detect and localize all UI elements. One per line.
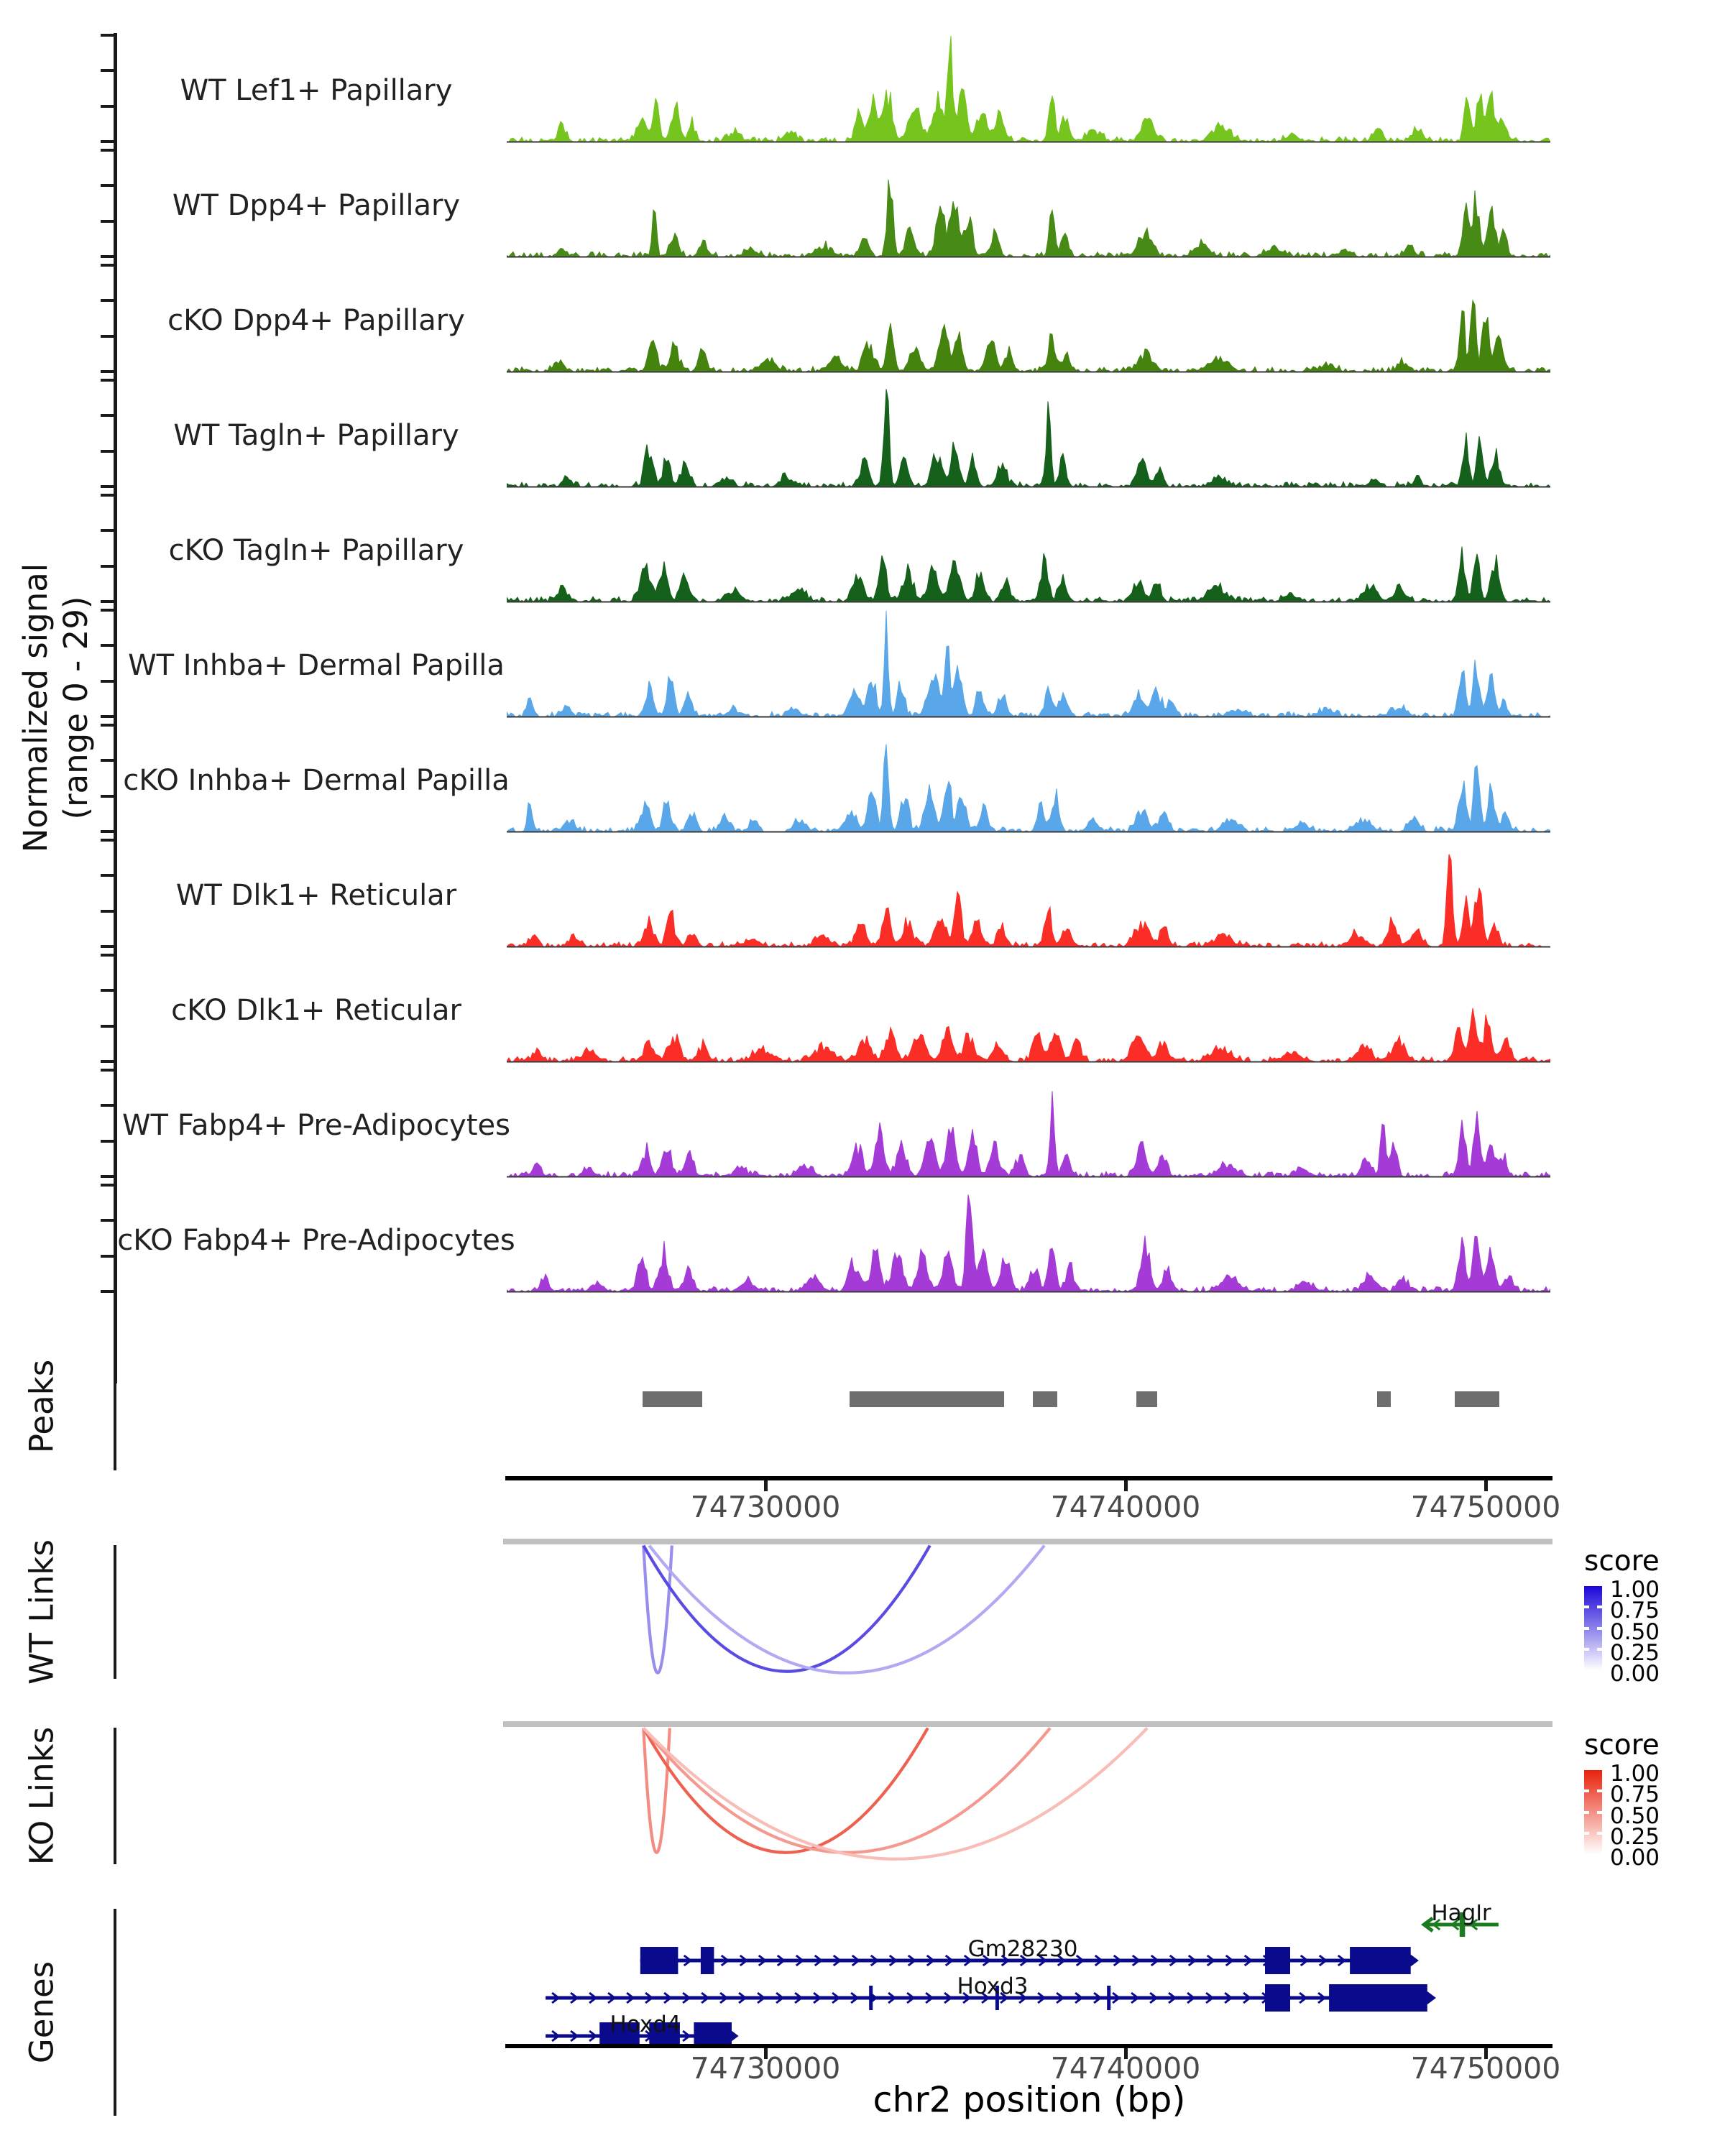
legend-tick-notch (1584, 1789, 1589, 1792)
gene-label: Hoxd4 (610, 2012, 681, 2037)
legend-tick-label: 0.00 (1610, 1845, 1660, 1871)
legend-tick-label: 0.75 (1610, 1598, 1660, 1623)
gene-exon (869, 1986, 873, 2010)
wt-score-legend (1584, 1545, 1721, 1687)
track-label: cKO Inhba+ Dermal Papilla (123, 764, 510, 797)
legend-tick-label: 1.00 (1610, 1761, 1660, 1787)
x-axis-title: chr2 position (bp) (873, 2079, 1186, 2121)
coverage-track-signal (507, 1069, 1550, 1178)
peak-interval (1136, 1391, 1157, 1407)
y-axis-tick (101, 450, 116, 453)
y-axis-tick (101, 1175, 116, 1178)
gene-label: Gm28230 (967, 1936, 1078, 1962)
track-label: cKO Tagln+ Papillary (168, 534, 464, 567)
wt-score-gradient-bar (1584, 1586, 1602, 1670)
y-axis-tick (101, 370, 116, 373)
coverage-track-signal (507, 149, 1550, 258)
ko-score-legend (1584, 1729, 1721, 1871)
x-axis-tick-label: 74740000 (1050, 1490, 1201, 1524)
legend-tick-notch (1584, 1811, 1589, 1814)
peaks-axis-line (114, 1342, 116, 1470)
peak-interval (643, 1391, 702, 1407)
genes-axis-line (114, 1909, 116, 2116)
coverage-track-signal (507, 839, 1550, 948)
gene-exon (701, 1947, 714, 1974)
y-axis-tick (101, 680, 116, 683)
y-axis-tick (101, 140, 116, 143)
track-label: cKO Fabp4+ Pre-Adipocytes (117, 1224, 515, 1257)
coverage-y-axis-line (114, 33, 117, 1383)
link-arc (649, 1546, 1044, 1673)
legend-tick-label: 1.00 (1610, 1577, 1660, 1603)
link-arc (643, 1728, 1147, 1859)
y-axis-tick (101, 485, 116, 488)
ko-links-arcs (507, 1727, 1550, 1871)
y-axis-tick (101, 1290, 116, 1293)
legend-tick-notch (1584, 1606, 1589, 1608)
legend-tick-notch (1584, 1832, 1589, 1835)
y-axis-tick (101, 1025, 116, 1028)
legend-tick-notch (1584, 1648, 1589, 1651)
x-axis-tick-label: 74750000 (1410, 2051, 1561, 2086)
link-arc (643, 1728, 1050, 1853)
legend-tick-notch (1597, 1811, 1602, 1814)
y-axis-tick (101, 795, 116, 798)
gene-models (507, 1904, 1550, 2048)
y-axis-tick (101, 1255, 116, 1258)
coverage-track-signal (507, 494, 1550, 603)
y-axis-tick (101, 600, 116, 603)
y-axis-tick (101, 989, 116, 992)
peak-interval (1455, 1391, 1499, 1407)
coverage-track-signal (507, 724, 1550, 833)
legend-tick-notch (1597, 1789, 1602, 1792)
gene-exon (1329, 1984, 1427, 2012)
ko-links-section-label: KO Links (22, 1726, 61, 1866)
y-axis-tick (101, 299, 116, 302)
y-axis-tick (101, 874, 116, 877)
track-label: WT Fabp4+ Pre-Adipocytes (122, 1109, 510, 1142)
y-axis-tick (101, 529, 116, 532)
wt-links-arcs (507, 1544, 1550, 1685)
peak-interval (1377, 1391, 1391, 1407)
legend-tick-label: 0.25 (1610, 1640, 1660, 1666)
y-axis-tick (101, 255, 116, 258)
track-label: WT Tagln+ Papillary (173, 419, 459, 452)
peak-interval (1033, 1391, 1057, 1407)
ko-score-legend-title: score (1584, 1729, 1660, 1761)
x-axis-tick-label: 74740000 (1050, 2051, 1201, 2086)
y-axis-tick (101, 759, 116, 762)
link-arc (643, 1546, 672, 1673)
y-axis-tick (101, 1184, 116, 1187)
peaks-section-label: Peaks (22, 1359, 61, 1454)
legend-tick-label: 0.75 (1610, 1782, 1660, 1807)
legend-tick-notch (1584, 1627, 1589, 1630)
wt-links-section-label: WT Links (22, 1539, 61, 1685)
y-axis-tick (101, 910, 116, 913)
y-axis-label-line1: Normalized signal (16, 563, 55, 853)
y-axis-tick (101, 724, 116, 727)
gene-exon (1350, 1947, 1411, 1974)
legend-tick-notch (1597, 1606, 1602, 1608)
wt-score-legend-title: score (1584, 1545, 1660, 1577)
y-axis-label (16, 563, 97, 853)
y-axis-tick (101, 335, 116, 338)
y-axis-tick (101, 954, 116, 957)
track-label: WT Dpp4+ Papillary (172, 189, 461, 222)
track-label: cKO Dlk1+ Reticular (171, 994, 461, 1027)
link-arc (643, 1728, 670, 1853)
y-axis-tick (101, 494, 116, 497)
y-axis-tick (101, 379, 116, 382)
gene-exon (1265, 1947, 1290, 1974)
genes-section-label: Genes (22, 1961, 61, 2064)
y-axis-tick (101, 414, 116, 417)
coverage-track-signal (507, 34, 1550, 143)
upper-x-axis-line (505, 1476, 1552, 1480)
y-axis-tick (101, 565, 116, 568)
track-label: WT Inhba+ Dermal Papilla (128, 649, 505, 682)
y-axis-tick (101, 1140, 116, 1143)
legend-tick-label: 0.50 (1610, 1803, 1660, 1829)
ko-links-baseline (503, 1721, 1552, 1727)
y-axis-tick (101, 264, 116, 267)
coverage-track-signal (507, 1184, 1550, 1293)
y-axis-tick (101, 1104, 116, 1107)
gene-label: Hoxd3 (957, 1973, 1029, 1999)
y-axis-tick (101, 220, 116, 223)
y-axis-tick (101, 609, 116, 612)
y-axis-tick (101, 830, 116, 833)
y-axis-tick (101, 105, 116, 108)
peak-interval (850, 1391, 1004, 1407)
gene-exon (1107, 1986, 1110, 2010)
coverage-track-signal (507, 264, 1550, 373)
y-axis-tick (101, 715, 116, 718)
link-arc (643, 1546, 930, 1672)
y-axis-tick (101, 644, 116, 647)
y-axis-tick (101, 69, 116, 72)
legend-tick-label: 0.50 (1610, 1619, 1660, 1645)
ko-score-gradient-bar (1584, 1770, 1602, 1854)
track-label: WT Lef1+ Papillary (180, 74, 453, 107)
wt-links-axis-line (114, 1545, 116, 1679)
gene-exon (640, 1947, 678, 1974)
ko-links-axis-line (114, 1728, 116, 1864)
x-axis-tick-label: 74730000 (690, 2051, 841, 2086)
coverage-track-signal (507, 609, 1550, 718)
gene-exon (1265, 1984, 1290, 2012)
y-axis-tick (101, 945, 116, 948)
x-axis-tick-label: 74750000 (1410, 1490, 1561, 1524)
y-axis-tick (101, 1060, 116, 1063)
coverage-track-signal (507, 379, 1550, 488)
y-axis-label-line2: (range 0 - 29) (57, 596, 95, 820)
y-axis-tick (101, 1219, 116, 1222)
legend-tick-notch (1597, 1648, 1602, 1651)
track-label: cKO Dpp4+ Papillary (167, 304, 465, 337)
y-axis-tick (101, 1069, 116, 1072)
legend-tick-notch (1597, 1627, 1602, 1630)
wt-links-baseline (503, 1539, 1552, 1544)
bottom-x-axis-line (505, 2044, 1552, 2048)
legend-tick-notch (1597, 1832, 1602, 1835)
gene-label: Haglr (1431, 1904, 1491, 1926)
legend-tick-label: 0.00 (1610, 1661, 1660, 1687)
y-axis-tick (101, 184, 116, 187)
x-axis-tick-label: 74730000 (690, 1490, 841, 1524)
y-axis-tick (101, 149, 116, 152)
legend-tick-label: 0.25 (1610, 1824, 1660, 1850)
coverage-track-signal (507, 954, 1550, 1063)
y-axis-tick (101, 34, 116, 37)
track-label: WT Dlk1+ Reticular (175, 879, 457, 912)
y-axis-tick (101, 839, 116, 842)
